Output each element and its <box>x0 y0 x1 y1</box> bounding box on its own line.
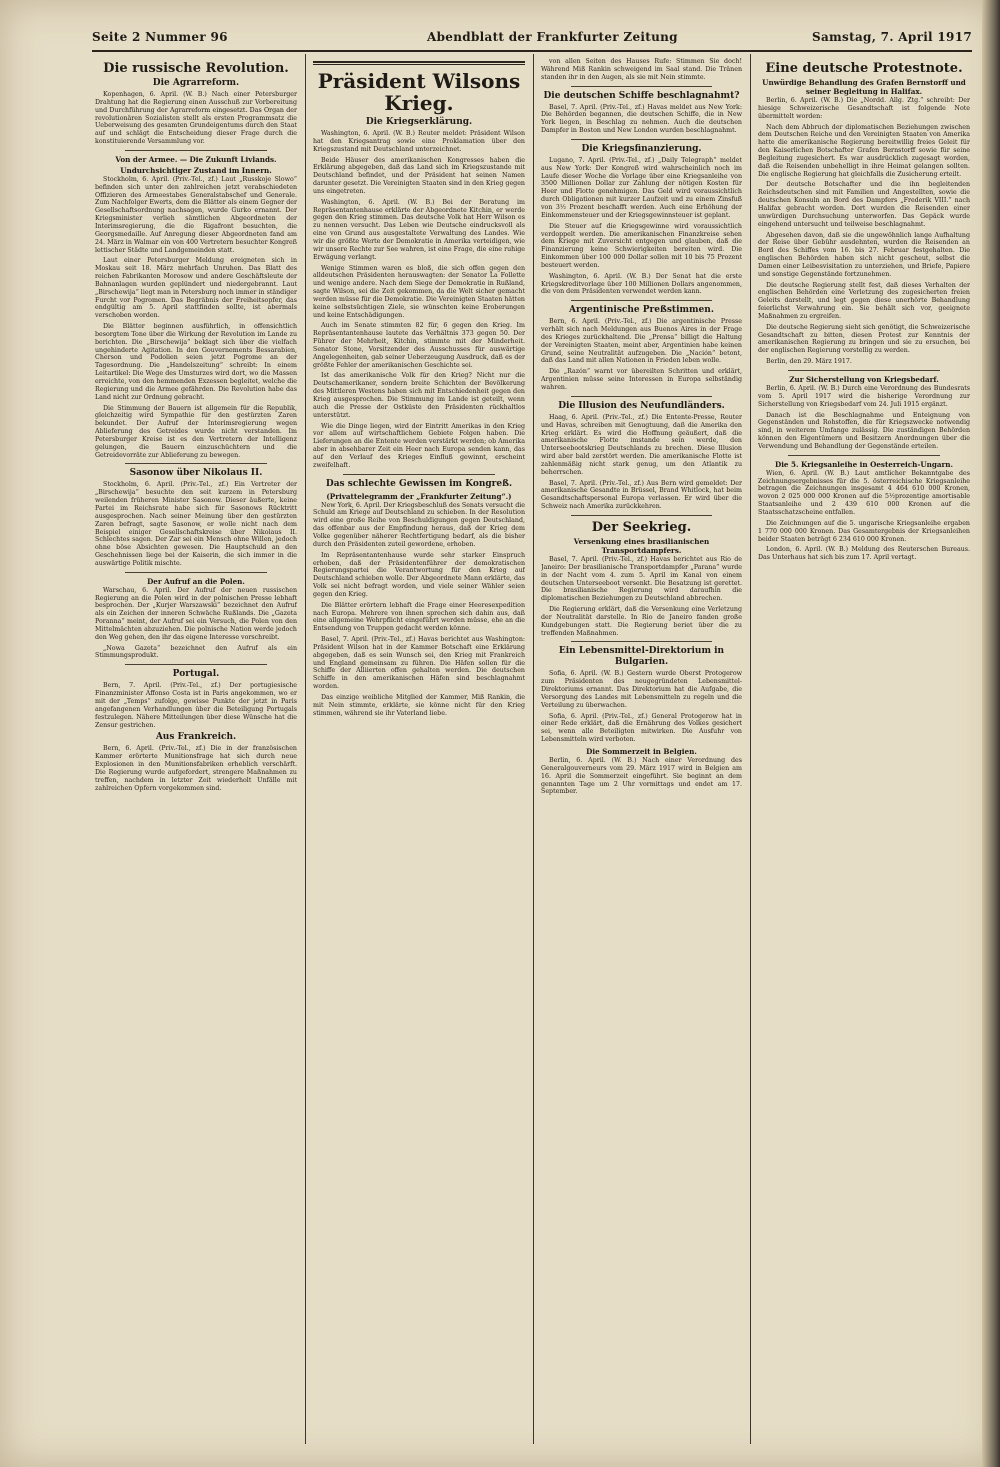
article-paragraph: Wenige Stimmen waren es bloß, die sich offen gegen den alldeutschen Präsidenten herauswagten: der Senator La Follette und wenige andere. Nach dem Siege der Demokratie in Rußland, sagte Wilson, sei die Zeit gekommen, da die Welt sicher gemacht werden müsse für die Demokratie. Die Vereinigten Staaten hätten keine selbstsüchtigen Ziele, sie wünschten keine Eroberungen und keine Entschädigungen. <box>313 264 525 319</box>
article-headline: Die russische Revolution. <box>103 61 289 76</box>
column-1 <box>95 58 297 1438</box>
article-paragraph: von allen Seiten des Hauses Rufe: Stimmen Sie doch! Während Miß Rankin schweigend im Saal stand. Die Tränen standen ihr in den Augen, als sie mit Nein stimmte. <box>541 58 742 81</box>
article-paragraph: Der deutsche Botschafter und die ihn begleitenden Reichsdeutschen sind mit Familien und Angestellten, sowie die deutschen Konsuln an Bord des Dampfers „Frederik VIII.“ nach Halifax gebracht worden. Dort wurden die Reisenden einer unwürdigen Durchsuchung unterworfen. Das Gepäck wurde eingehend untersucht und teilweise beschlagnahmt. <box>758 181 970 228</box>
article-paragraph: Die Blätter erörtern lebhaft die Frage einer Heeresexpedition nach Europa. Mehrere von ihnen sprechen sich dahin aus, daß eine allgemeine Wehrpflicht eingeführt werden müsse, ehe an die Entsendung von Truppen gedacht werden könne. <box>313 601 525 633</box>
article-subheadline: Die Kriegserklärung. <box>365 117 473 127</box>
article-paragraph: Auch im Senate stimmten 82 für, 6 gegen den Krieg. Im Repräsentantenhause lautete das Verhältnis 373 gegen 50. Der Führer der Mehrheit, Kitchin, stimmte mit der Minderheit. Senator Stone, Vorsitzender des Ausschusses für auswärtige Angelegenheiten, gab seiner Ueberzeugung Ausdruck, daß es der größte Fehler der amerikanischen Geschichte sei. <box>313 322 525 369</box>
article-divider <box>125 664 267 665</box>
article-paragraph: Abgesehen davon, daß sie die ungewöhnlich lange Aufhaltung der Reise über Gebühr ausdehnten, wurden die Reisenden an Bord des Schiffes vom 16. bis 27. Februar festgehalten. Die englischen Behörden haben sich nicht gescheut, selbst die Damen einer Leibesvisitation zu unterziehen, und Briefe, Papiere und sonstige Gegenstände fortzunehmen. <box>758 231 970 278</box>
article-paragraph: Das einzige weibliche Mitglied der Kammer, Miß Rankin, die mit Nein stimmte, erklärte, sie könne nicht für den Krieg stimmen, während sie ihr Vaterland liebe. <box>313 694 525 717</box>
article-paragraph: Bern, 7. April. (Priv.-Tel., zf.) Der portugiesische Finanzminister Affonso Costa ist in Paris angekommen, wo er mit der „Temps“ zufolge, gewisse Punkte der jetzt in Paris angefangenen Verhandlungen über die Beteiligung Portugals festzulegen. Nähere Mitteilungen über diese Wünsche hat die Zensur gestrichen. <box>95 682 297 729</box>
article-headline: Die deutschen Schiffe beschlagnahmt? <box>543 90 740 101</box>
article-headline: Portugal. <box>172 669 220 680</box>
article-divider <box>125 150 267 151</box>
masthead-title: Abendblatt der Frankfurter Zeitung <box>427 30 678 44</box>
article-paragraph: Washington, 6. April. (W. B.) Reuter meldet: Präsident Wilson hat den Kriegsantrag sowie eine Proklamation über den Kriegszustand mit Deutschland unterzeichnet. <box>313 130 525 153</box>
article-headline: Die Illusion des Neufundländers. <box>558 400 725 411</box>
article-headline: Die Sommerzeit in Belgien. <box>586 747 697 756</box>
page-header <box>92 28 972 52</box>
article-paragraph: Nach dem Abbruch der diplomatischen Beziehungen zwischen dem Deutschen Reiche und den Vereinigten Staaten von Amerika hatte die amerikanische Regierung bereitwillig freies Geleit für den Kaiserlichen Botschafter Grafen Bernstorff sowie für seine Begleitung zugesichert. Es war ausdrücklich zugesagt worden, daß die Reisenden unbehelligt in ihre Heimat gelangen sollten. Die englische Regierung hat gleichfalls die Zusicherung erteilt. <box>758 123 970 178</box>
article-headline: Das schlechte Gewissen im Kongreß. <box>325 478 513 489</box>
column-rule <box>533 54 534 1444</box>
article-divider <box>571 300 712 301</box>
article-paragraph: Wie die Dinge liegen, wird der Eintritt Amerikas in den Krieg vor allem auf wirtschaftlichem Gebiete Folgen haben. Die Lieferungen an die Entente werden verstärkt werden; ob Amerika aber in absehbarer Zeit ein Heer nach Europa senden kann, das auf den Verlauf des Krieges Einfluß gewinnt, erscheint zweifelhaft. <box>313 422 525 469</box>
article-paragraph: New York, 6. April. Der Kriegsbeschluß des Senats versucht die Schuld am Kriege auf Deutschland zu schieben. In der Resolution wird eine große Reihe von Beschuldigungen gegen Deutschland, das offenbar aus der Empfindung heraus, daß der Krieg dem Volke gegenüber näherer Rechtfertigung bedarf, als die bisher durch den Präsidenten zuteil gewordene, erhoben. <box>313 501 525 548</box>
article-subheadline: Von der Armee. — Die Zukunft Livlands. <box>115 154 277 164</box>
article-paragraph: Stockholm, 6. April. (Priv.-Tel., zf.) Ein Vertreter der „Birschewija“ besuchte den seit kurzem in Petersburg weilenden früheren Minister Sasonow. Dieser äußerte, keine Partei im Reichsrate habe sich für Sasonows Rücktritt ausgesprochen. Nach seiner Meinung über den gestürzten Zaren befragt, sagte Sasonow, er wolle nicht nach dem Beispiel einiger Gesellschaftskreise über Nikolaus II. Schlechtes sagen. Der Zar sei ein Mensch ohne Willen, jedoch ohne böse Absichten gewesen. Die Hauptschuld an den Geschehnissen liege bei der Kaiserin, die sich immer in die auswärtige Politik mischte. <box>95 481 297 567</box>
article-paragraph: Washington, 6. April. (W. B.) Der Senat hat die erste Kriegskreditvorlage über 100 Millionen Dollars angenommen, die von dem Präsidenten verwendet werden kann. <box>541 272 742 296</box>
article-paragraph: Wien, 6. April. (W. B.) Laut amtlicher Bekanntgabe des Zeichnungsergebnisses für die 5. österreichische Kriegsanleihe betragen die Zeichnungen insgesamt 4 464 610 000 Kronen, wovon 2 025 000 000 Kronen auf die 5½prozentige amortisable Staatsanleihe und 2 439 610 000 Kronen auf die Staatsschatzscheine entfallen. <box>758 469 970 516</box>
article-subheadline: Versenkung eines brasilianischen Transportdampfers. <box>573 536 710 555</box>
article-paragraph: Basel, 7. April. (Priv.-Tel., zf.) Havas berichtet aus Rio de Janeiro: Der brasilianische Transportdampfer „Parana“ wurde in der Nacht vom 4. zum 5. April im Kanal von einem deutschen Unterseeboot versenkt. Die Besatzung ist gerettet. Die brasilianische Regierung wird daraufhin die diplomatischen Beziehungen zu Deutschland abbrechen. <box>541 555 742 603</box>
article-paragraph: Die Regierung erklärt, daß die Versenkung eine Verletzung der Neutralität darstelle. In Rio de Janeiro fanden große Kundgebungen statt. Die Regierung beriet über die zu treffenden Maßnahmen. <box>541 606 742 637</box>
article-divider <box>343 474 495 475</box>
article-paragraph: Kopenhagen, 6. April. (W. B.) Nach einer Petersburger Drahtung hat die Regierung einen Ausschuß zur Vorbereitung und Durchführung der Agrarreform eingesetzt. Das Organ der revolutionären Sozialisten stellt als ersten Programmsatz die Ueberweisung des gesamten Grundeigentums durch den Staat auf und schlägt die Entscheidung dieser Frage durch die konstituierende Versammlung vor. <box>95 91 297 146</box>
article-paragraph: Lugano, 7. April. (Priv.-Tel., zf.) „Daily Telegraph“ meldet aus New York: Der Kongreß wird wahrscheinlich noch im Laufe dieser Woche die Vorlage über eine Kriegsanleihe von 3500 Millionen Dollar zur Zahlung der nötigen Kosten für Heer und Flotte genehmigen. Das Geld wird voraussichtlich durch Obligationen mit kurzer Laufzeit und zu einem Zinsfuß von 3½ Prozent beschafft werden. Auch eine Erhöhung der Einkommensteuer und der Kriegsgewinnsteuer ist geplant. <box>541 156 742 219</box>
article-headline: Sasonow über Nikolaus II. <box>129 468 263 479</box>
article-headline: Die Kriegsfinanzierung. <box>581 143 702 154</box>
article-divider <box>571 396 712 397</box>
article-paragraph: Die Steuer auf die Kriegsgewinne wird voraussichtlich verdoppelt werden. Die amerikanischen Finanzkreise sehen dem Kriege mit Zuversicht entgegen und glauben, daß die Finanzierung keine Schwierigkeiten bereiten wird. Die Einkommen über 100 000 Dollar sollen mit 10 bis 75 Prozent besteuert werden. <box>541 222 742 269</box>
article-paragraph: Ist das amerikanische Volk für den Krieg? Nicht nur die Deutschamerikaner, sondern breite Schichten der Bevölkerung des Mittleren Westens haben sich mit Entschiedenheit gegen den Krieg ausgesprochen. Die Stimmung im Lande ist geteilt, wenn auch die Presse der Ostküste den Präsidenten rückhaltlos unterstützt. <box>313 372 525 419</box>
article-headline: Die 5. Kriegsanleihe in Oesterreich-Ungarn. <box>774 459 954 469</box>
article-divider <box>571 139 712 140</box>
article-paragraph: Berlin, 6. April. (W. B.) Durch eine Verordnung des Bundesrats vom 5. April 1917 wird die bisherige Verordnung zur Sicherstellung von Kriegsbedarf vom 24. Juli 1915 ergänzt. <box>758 385 970 408</box>
column-4 <box>758 58 970 1438</box>
article-paragraph: Die Zeichnungen auf die 5. ungarische Kriegsanleihe ergaben 1 770 000 000 Kronen. Das Gesamtergebnis der Kriegsanleihen beider Staaten beträgt 6 234 610 000 Kronen. <box>758 519 970 543</box>
article-paragraph: Berlin, 6. April. (W. B.) Nach einer Verordnung des Generalgouverneurs vom 29. März 1917 wird in Belgien am 16. April die Sommerzeit eingeführt. Sie beginnt an dem genannten Tage um 2 Uhr vormittags und endet am 17. September. <box>541 757 742 796</box>
article-paragraph: Stockholm, 6. April. (Priv.-Tel., zf.) Laut „Russkoje Slowo“ befinden sich unter den zahlreichen jetzt verabschiedeten Offizieren des Armeestabes Generalstabschef und Generale. Zum Nachfolger Ewerts, dem die Blätter als einem Gegner der Gesellschaftsordnung nachsagen, wurde Gurko ernannt. Der Kriegsminister verlieh sämtlichen Abgeordneten der Interimsregierung, die die Rigafront besuchten, die Georgsmedaille. Auf Anregung dieser Abgeordneten fand am 24. März in Walmar ein von 400 Vertretern besuchter Kongreß lettischer Städte und Landgemeinden statt. <box>95 175 297 254</box>
article-paragraph: Die Blätter beginnen ausführlich, in offensichtlich besorgtem Tone über die Wirkung der Revolution im Lande zu berichten. Die „Birschewija“ beklagt sich über die vielfach ungehinderte Agitation. In den Gouvernements Bessarabien, Cherson und Podolien seien jetzt Pogrome an der Tagesordnung. Die „Handelszeitung“ schreibt: In einem Leitartikel: Die Wege des Umsturzes wird dort, wo die Massen erreichte, von den hemmenden Exzessen begleitet, welche die Regierung und die Armee gefährden. Die Revolution habe das Land nicht zur Ordnung gebracht. <box>95 323 297 401</box>
article-paragraph: Die Stimmung der Bauern ist allgemein für die Republik, gleichzeitig wird Sympathie für den gestürzten Zaren bekundet. Der Aufruf der Interimsregierung wegen Ablieferung des Getreides wurde nicht verstanden. Im Petersburger Kreise ist es den Vertretern der Intelligenz gelungen, die Bauern einzuschüchtern und die Getreidevorräte zur Ablieferung zu bewegen. <box>95 404 297 459</box>
article-divider <box>571 641 712 642</box>
article-paragraph: Laut einer Petersburger Meldung ereigneten sich in Moskau seit 18. März mehrfach Unruhen. Das Blatt des reichen Fabrikanten Morosow und andere Geschäftsleute der Bahnanlagen wurden geplündert und niedergebrannt. Laut „Birschewija“ liegt man in Petersburg noch immer in ständiger Furcht vor Pogromen. Das Begräbnis der Freiheitsopfer, das endgültig am 5. April stattfinden sollte, ist abermals verschoben worden. <box>95 257 297 320</box>
article-paragraph: Bern, 6. April. (Priv.-Tel., zf.) Die in der französischen Kammer erörterte Munitionsfrage hat sich durch neue Explosionen in den Munitionsfabriken erheblich verschärft. Die Regierung wurde aufgefordert, strengere Maßnahmen zu treffen, nachdem in letzter Zeit wiederholt Unfälle mit zahlreichen Opfern vorgekommen sind. <box>95 745 297 792</box>
article-headline: Aus Frankreich. <box>155 732 237 743</box>
article-paragraph: Sofia, 6. April. (W. B.) Gestern wurde Oberst Protogerow zum Präsidenten des neugegründeten Lebensmittel-Direktoriums ernannt. Das Direktorium hat die Aufgabe, die Versorgung des Landes mit Lebensmitteln zu regeln und die Verteilung zu überwachen. <box>541 670 742 709</box>
article-paragraph: London, 6. April. (W. B.) Meldung des Reuterschen Bureaus. Das Unterhaus hat sich bis zum 17. April vertagt. <box>758 546 970 562</box>
article-divider <box>125 572 267 573</box>
article-headline: Argentinische Preßstimmen. <box>569 305 714 316</box>
article-paragraph: Beide Häuser des amerikanischen Kongresses haben die Erklärung abgegeben, daß das Land sich im Kriegszustande mit Deutschland befindet, und der Präsident hat seinen Namen darunter gesetzt. Die Vereinigten Staaten sind in den Krieg gegen uns eingetreten. <box>313 156 525 195</box>
article-headline: Ein Lebensmittel-Direktorium in Bulgarien. <box>558 646 725 668</box>
article-paragraph: Washington, 6. April. (W. B.) Bei der Beratung im Repräsentantenhause erklärte der Abgeordnete Kitchin, er werde gegen den Krieg stimmen. Das deutsche Volk hat Herr Wilson es zu nennen versucht. Das Leben wie Deutsche eindrucksvoll als eine von Grund aus ausgestaltete Verwaltung des Landes. Wie wir die größte Werte der Demokratie in Amerika verteidigen, wie wir unsere Rechte zur See wahren, ist eine Frage, die eine ruhige Erwägung verlangt. <box>313 198 525 261</box>
article-headline: Der Seekrieg. <box>591 519 692 535</box>
column-rule <box>305 54 306 1444</box>
article-paragraph: Im Repräsentantenhause wurde sehr starker Einspruch erhoben, daß der Präsidentenführer der demokratischen Regierungspartei die Verantwortung für den Krieg auf Deutschland schieben wolle. Der Abgeordnete Mann erklärte, das Volk sei nicht befragt worden, und viele seiner Wähler seien gegen den Krieg. <box>313 551 525 598</box>
article-headline: Der Aufruf an die Polen. <box>147 576 245 586</box>
article-paragraph: Die „Razón“ warnt vor übereilten Schritten und erklärt, Argentinien müsse seine Interessen in Europa selbständig wahren. <box>541 368 742 391</box>
article-dateline: Berlin, den 29. März 1917. <box>766 358 852 366</box>
article-headline: Eine deutsche Protestnote. <box>765 61 963 76</box>
article-paragraph: Basel, 7. April. (Priv.-Tel., zf.) Havas meldet aus New York: Die Behörden begannen, die deutschen Schiffe, die in New York liegen, in Beschlag zu nehmen. Auch die deutschen Dampfer in Boston und New London wurden beschlagnahmt. <box>541 103 742 135</box>
article-paragraph: Die deutsche Regierung sieht sich genötigt, die Schweizerische Gesandtschaft zu bitten, diesen Protest zur Kenntnis der amerikanischen Regierung zu bringen und sie zu ersuchen, bei der englischen Regierung vorstellig zu werden. <box>758 323 970 355</box>
article-divider <box>571 515 712 516</box>
article-subheadline: (Privattelegramm der „Frankfurter Zeitung“.) <box>326 491 512 501</box>
issue-date: Samstag, 7. April 1917 <box>812 30 972 44</box>
article-divider <box>125 463 267 464</box>
article-paragraph: Haag, 6. April. (Priv.-Tel., zf.) Die Entente-Presse, Reuter und Havas, schreiben mit Genugtuung, daß die Amerika den Krieg erklärt. Es wird die Hoffnung geäußert, daß die amerikanische Flotte imstande sein werde, den Unterseebootskrieg Deutschlands zu brechen. Diese Illusion wird aber bald zerstört werden. Die amerikanische Flotte ist zahlenmäßig nicht stark genug, um den Atlantik zu beherrschen. <box>541 413 742 476</box>
page-number-label: Seite 2 Nummer 96 <box>92 30 228 44</box>
article-paragraph: Warschau, 6. April. Der Aufruf der neuen russischen Regierung an die Polen wird in der polnischen Presse lebhaft besprochen. Der „Kurjer Warszawski“ bezeichnet den Aufruf als ein Zeichen der inneren Schwäche Rußlands. Die „Gazeta Poranna“ meint, der Aufruf sei ein Versuch, die Polen von den Mittelmächten abzuziehen. Die polnische Nation werde jedoch den Weg gehen, den ihr das eigene Interesse vorschreibt. <box>95 586 297 641</box>
article-paragraph: Sofia, 6. April. (Priv.-Tel., zf.) General Protogerow hat in einer Rede erklärt, daß die Ernährung des Volkes gesichert sei, wenn alle Beteiligten mitwirken. Die Ausfuhr von Lebensmitteln wird verboten. <box>541 712 742 744</box>
lead-headline: Präsident Wilsons Krieg. <box>317 69 521 115</box>
page-edge-shadow <box>982 0 1000 1467</box>
article-subheadline: Undurchsichtiger Zustand im Innern. <box>120 165 272 175</box>
column-rule <box>750 54 751 1444</box>
article-divider <box>788 370 940 371</box>
article-paragraph: Basel, 7. April. (Priv.-Tel., zf.) Havas berichtet aus Washington: Präsident Wilson hat in der Kammer Botschaft eine Erklärung abgegeben, daß es sein Wunsch sei, den Krieg mit Frankreich und England gemeinsam zu führen. Die Häfen sollen für die Schiffe der Alliierten offen gehalten werden. Die deutschen Schiffe in den amerikanischen Häfen sind beschlagnahmt worden. <box>313 636 525 691</box>
article-divider <box>571 86 712 87</box>
article-paragraph: Bern, 6. April. (Priv.-Tel., zf.) Die argentinische Presse verhält sich nach Meldungen aus Buenos Aires in der Frage des Krieges zurückhaltend. Die „Prensa“ billigt die Haltung der Vereinigten Staaten, meint aber, Argentinien habe keinen Grund, seine Neutralität aufzugeben. Die „Nación“ betont, daß das Land mit allen Nationen in Frieden leben wolle. <box>541 318 742 365</box>
article-paragraph: Basel, 7. April. (Priv.-Tel., zf.) Aus Bern wird gemeldet: Der amerikanische Gesandte in Brüssel, Brand Whitlock, hat beim Gesandtschaftspersonal Europa verlassen. Er wird über die Schweiz nach Amerika zurückkehren. <box>541 479 742 511</box>
article-paragraph: „Nowa Gazeta“ bezeichnet den Aufruf als ein Stimmungsprodukt. <box>95 644 297 660</box>
article-paragraph: Berlin, 6. April. (W. B.) Die „Nordd. Allg. Ztg.“ schreibt: Der hiesige Schweizerische Gesandtschaft ist folgende Note übermittelt worden: <box>758 97 970 120</box>
article-subheadline: Die Agrarreform. <box>152 78 240 88</box>
article-paragraph: Die deutsche Regierung stellt fest, daß dieses Verhalten der englischen Behörden eine Verletzung des zugesicherten freien Geleits darstellt, und legt gegen diese unerhörte Behandlung feierlichst Verwahrung ein. Sie behält sich vor, geeignete Maßnahmen zu ergreifen. <box>758 281 970 320</box>
column-2 <box>313 58 525 1438</box>
headline-rule <box>313 61 525 65</box>
article-paragraph: Danach ist die Beschlagnahme und Enteignung von Gegenständen und Rohstoffen, die für Kriegszwecke notwendig sind, in weiterem Umfange zulässig. Die zuständigen Behörden können den Eigentümern und Besitzern Anordnungen über die Verwendung und Behandlung der Gegenstände erteilen. <box>758 411 970 450</box>
article-divider <box>788 455 940 456</box>
article-headline: Zur Sicherstellung von Kriegsbedarf. <box>789 375 939 384</box>
article-subheadline: Unwürdige Behandlung des Grafen Bernstorff und seiner Begleitung in Halifax. <box>762 78 966 96</box>
column-3 <box>541 58 742 1438</box>
